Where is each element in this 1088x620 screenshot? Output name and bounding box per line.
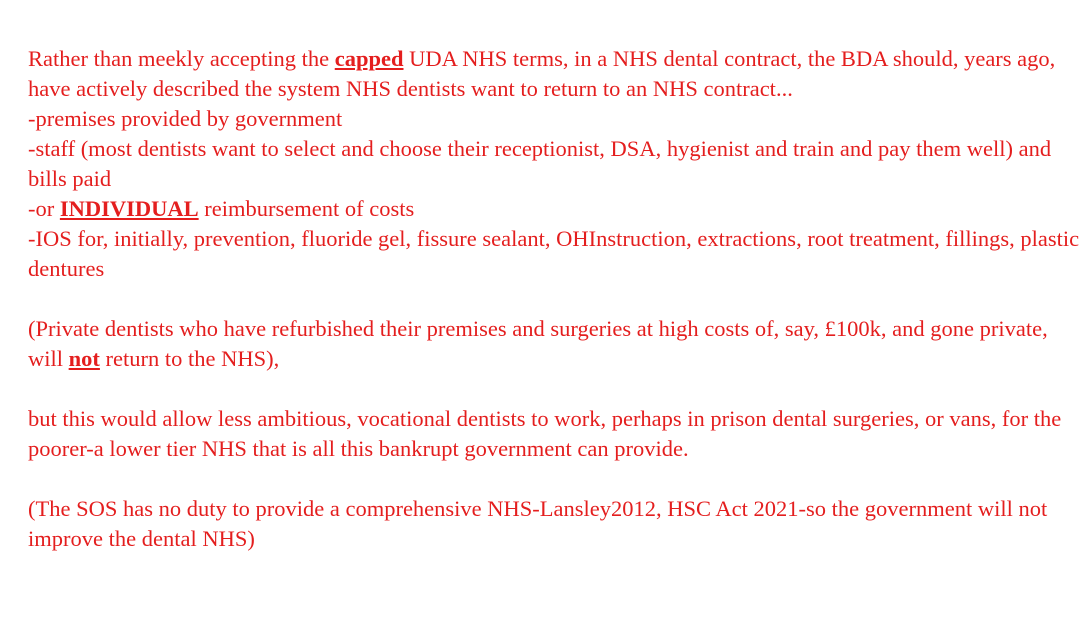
capped-emphasis: capped [334, 46, 404, 71]
lower-tier-paragraph: but this would allow less ambitious, vocational dentists to work, perhaps in prison dental surgeries, or vans, for the poorer-a lower tier NHS that is all this bankrupt government can provide. [28, 406, 1062, 461]
individual-emphasis: INDIVIDUAL [59, 196, 199, 221]
intro-paragraph [28, 44, 1080, 104]
private-text-end: return to the NHS), [99, 346, 280, 371]
reimbursement-prefix: -or [28, 196, 60, 221]
paragraph-spacer [28, 284, 1080, 314]
document-body [28, 44, 1080, 554]
private-text-start: (Private dentists who have refurbished their premises and surgeries at high costs of, say, £100k, and gone private, will [28, 316, 1048, 371]
intro-text-start: Rather than meekly accepting the [28, 46, 335, 71]
reimbursement-suffix: reimbursement of costs [198, 196, 415, 221]
list-item-staff: -staff (most dentists want to select and choose their receptionist, DSA, hygienist and train and pay them well) and bills paid [28, 136, 1052, 191]
intro-text-end: UDA NHS terms, in a NHS dental contract, the BDA should, years ago, have actively described the system NHS dentists want to return to an NHS contract... [28, 46, 1056, 101]
private-dentists-paragraph [28, 314, 1080, 374]
paragraph-spacer [28, 464, 1080, 494]
list-item-premises: -premises provided by government [28, 106, 343, 131]
list-item-ios: -IOS for, initially, prevention, fluoride gel, fissure sealant, OHInstruction, extractions, root treatment, fillings, plastic dentures [28, 226, 1080, 281]
sos-duty-paragraph: (The SOS has no duty to provide a comprehensive NHS-Lansley2012, HSC Act 2021-so the government will not improve the dental NHS) [28, 496, 1048, 551]
not-emphasis: not [68, 346, 100, 371]
paragraph-spacer [28, 374, 1080, 404]
list-item-reimbursement [28, 194, 1080, 224]
